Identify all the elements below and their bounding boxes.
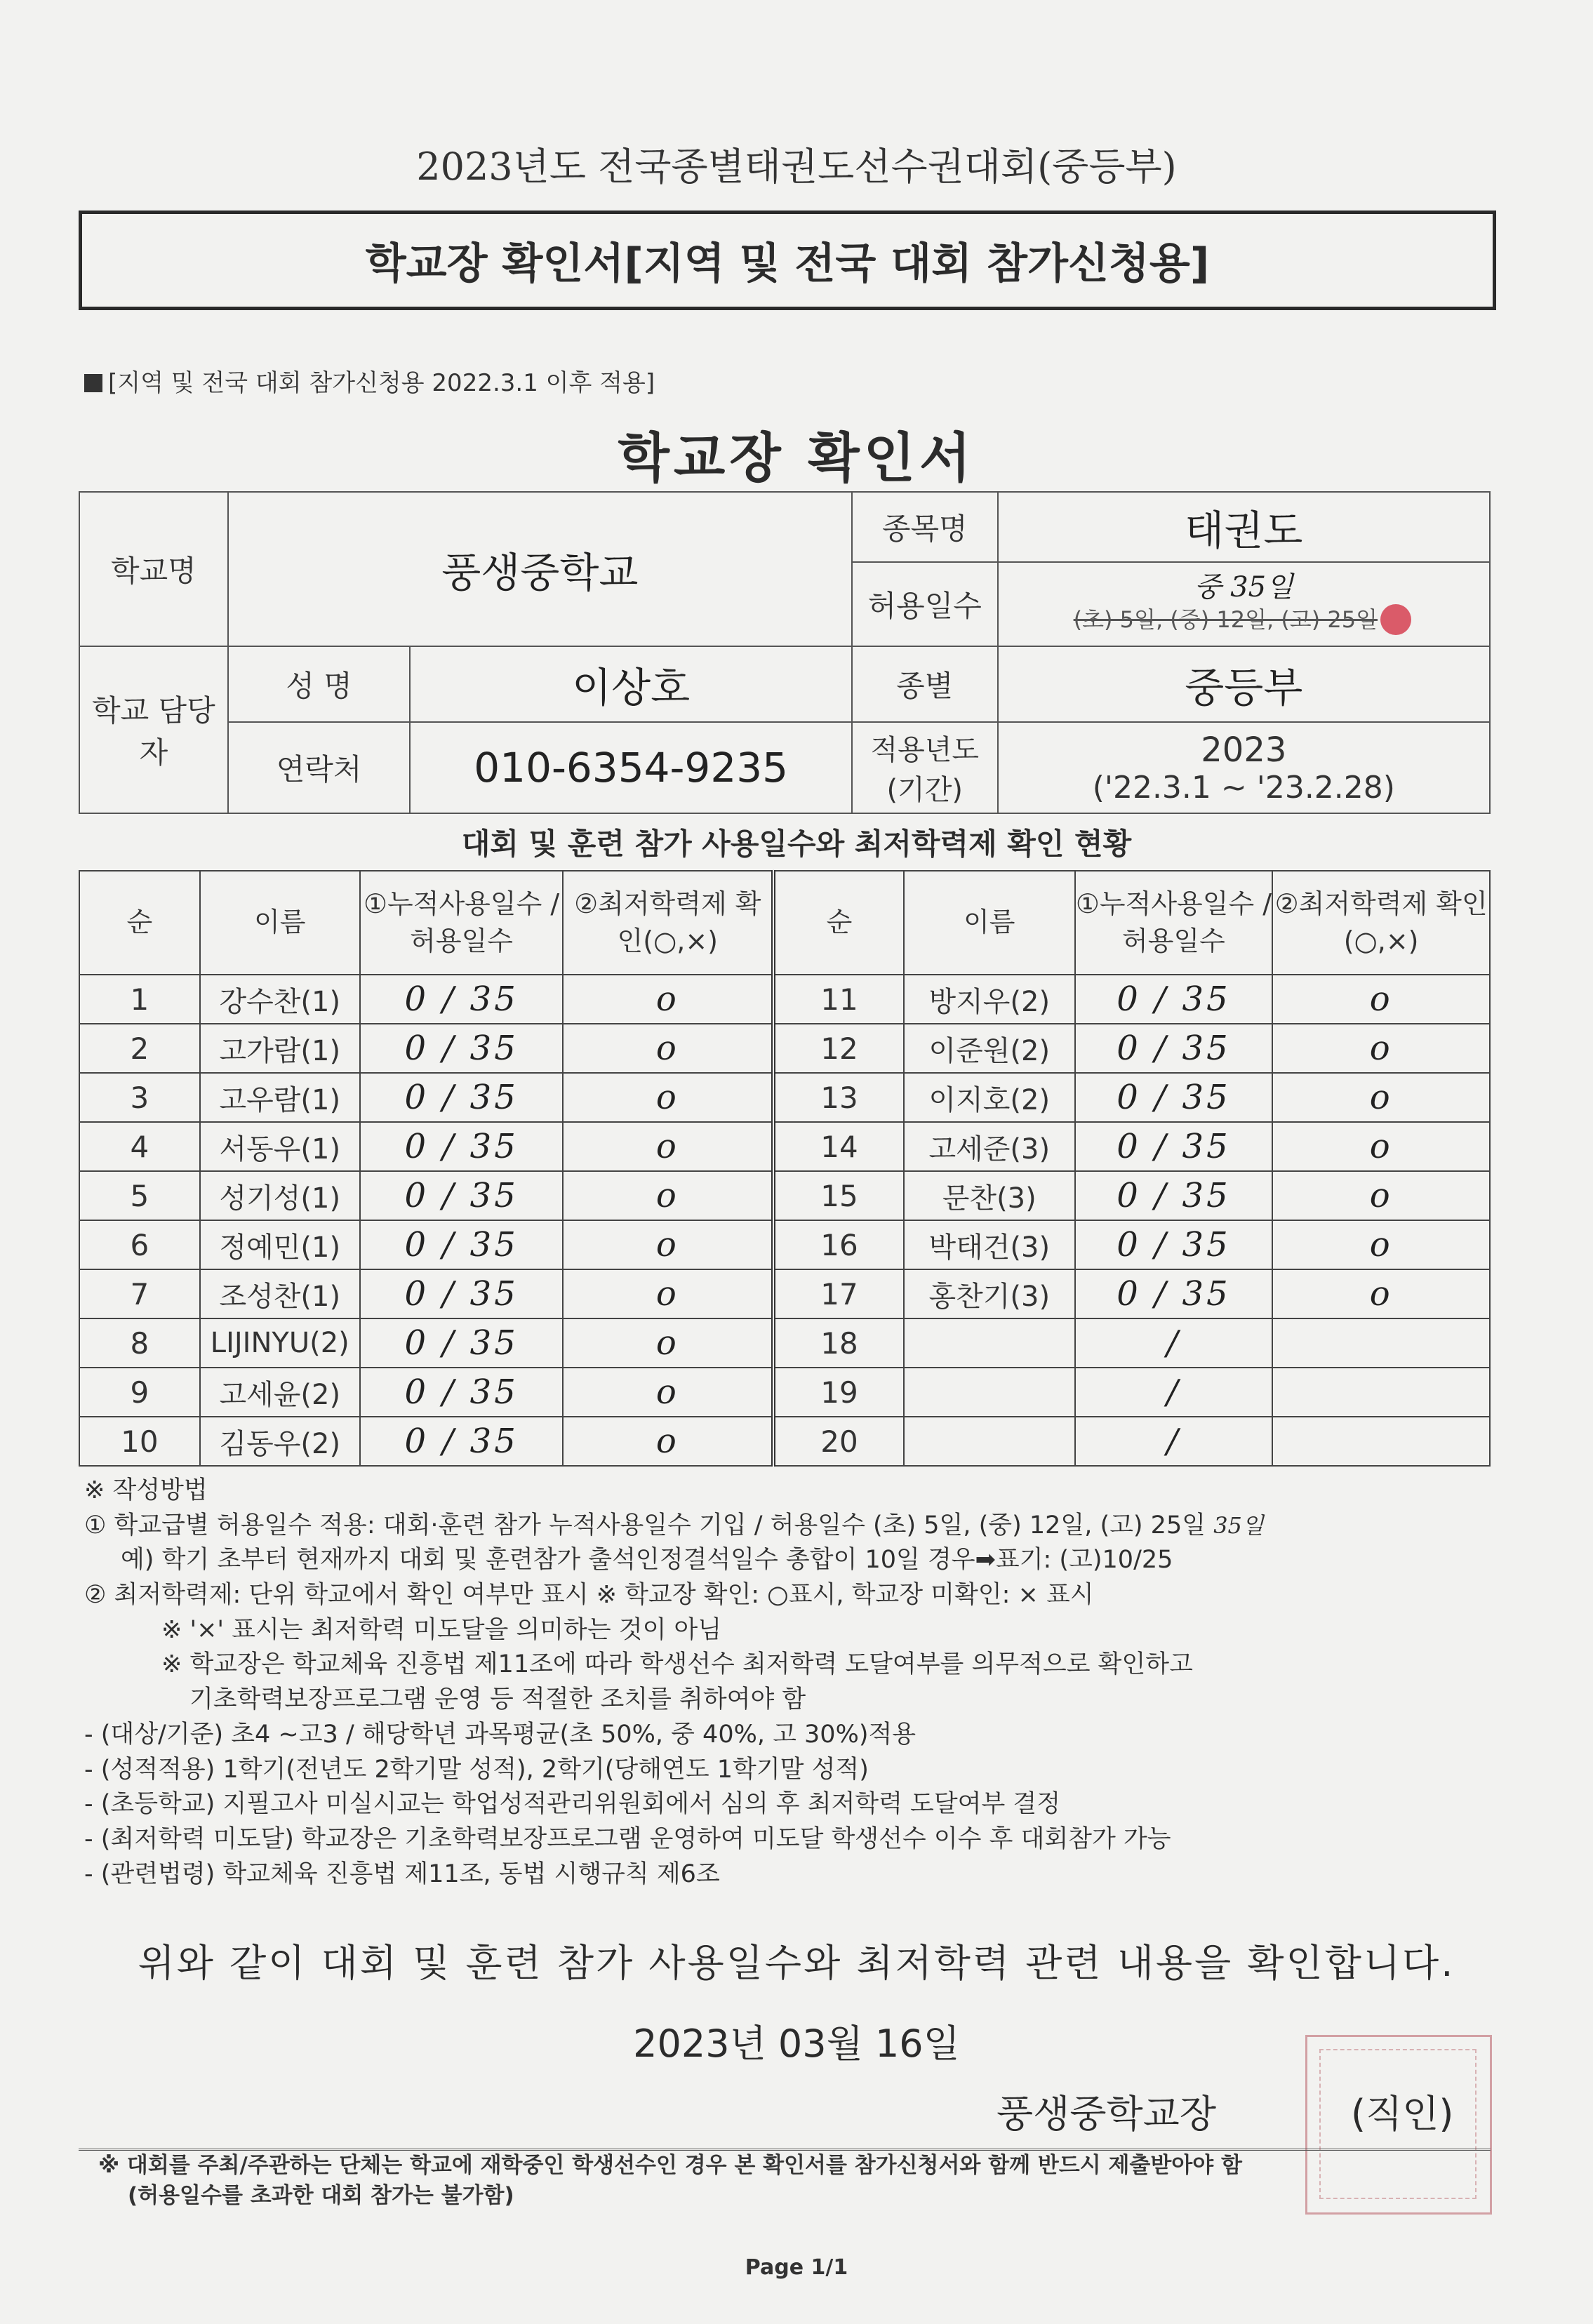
- issue-date: 2023년 03월 16일: [633, 2022, 960, 2066]
- header-no: 순: [79, 871, 200, 975]
- principal-title: 풍생중학교장: [997, 2092, 1216, 2136]
- instruction-line: ② 최저학력제: 단위 학교에서 확인 여부만 표시 ※ 학교장 확인: ○표시, 학교장 미확인: × 표시: [84, 1581, 1094, 1610]
- header-check: ②최저학력제 확인(○,×): [1272, 871, 1490, 975]
- cell-no: 10: [79, 1417, 200, 1466]
- table-row: [79, 1318, 1490, 1368]
- phone-value: 010-6354-9235: [410, 722, 851, 813]
- header-days: ①누적사용일수 /허용일수: [360, 871, 564, 975]
- cell-days: 0 / 35: [360, 1368, 564, 1417]
- cell-check: o: [563, 1417, 773, 1466]
- cell-days: 0 / 35: [1075, 1073, 1273, 1122]
- year-value: 2023: [1201, 730, 1287, 770]
- cell-no: 15: [773, 1171, 904, 1220]
- cell-name: [904, 1318, 1075, 1368]
- cell-name: 홍찬기(3): [904, 1269, 1075, 1318]
- cell-days: 0 / 35: [1075, 1220, 1273, 1269]
- table-row: [79, 1269, 1490, 1318]
- cell-days: 0 / 35: [360, 1073, 564, 1122]
- name-label: 성 명: [228, 646, 411, 722]
- cell-days: 0 / 35: [1075, 975, 1273, 1024]
- cell-check: o: [1272, 1024, 1490, 1073]
- cell-days: 0 / 35: [360, 1318, 564, 1368]
- cell-check: [1272, 1318, 1490, 1368]
- cell-no: 14: [773, 1122, 904, 1171]
- document-box-title: 학교장 확인서[지역 및 전국 대회 참가신청용]: [79, 211, 1496, 310]
- division-label: 종별: [852, 646, 998, 722]
- instruction-line: ※ '×' 표시는 최저학력 미도달을 의미하는 것이 아님: [161, 1615, 722, 1644]
- red-stamp-mark: [1380, 604, 1411, 635]
- instruction-line: ※ 학교장은 학교체육 진흥법 제11조에 따라 학생선수 최저학력 도달여부를 의무적으로 확인하고: [161, 1650, 1193, 1679]
- cell-days: /: [1075, 1318, 1273, 1368]
- cell-no: 16: [773, 1220, 904, 1269]
- cell-check: [1272, 1417, 1490, 1466]
- table-row: [79, 975, 1490, 1024]
- cell-name: LIJINYU(2): [200, 1318, 360, 1368]
- footer-note-line: (허용일수를 초과한 대회 참가는 불가함): [128, 2183, 514, 2209]
- cell-check: o: [1272, 1220, 1490, 1269]
- cell-days: 0 / 35: [360, 1269, 564, 1318]
- cell-name: 문찬(3): [904, 1171, 1075, 1220]
- cell-days: 0 / 35: [360, 1122, 564, 1171]
- table-row: [79, 1073, 1490, 1122]
- allowed-days-label: 허용일수: [852, 562, 998, 646]
- school-name: 풍생중학교: [228, 492, 852, 646]
- cell-check: o: [563, 1220, 773, 1269]
- cell-check: o: [563, 1269, 773, 1318]
- cell-check: o: [563, 1122, 773, 1171]
- cell-days: 0 / 35: [360, 1171, 564, 1220]
- cell-check: o: [1272, 1269, 1490, 1318]
- header-check: ②최저학력제 확인(○,×): [563, 871, 773, 975]
- handwritten-note: 35일: [1213, 1511, 1264, 1539]
- cell-name: 성기성(1): [200, 1171, 360, 1220]
- cell-no: 7: [79, 1269, 200, 1318]
- cell-days: 0 / 35: [1075, 1122, 1273, 1171]
- cell-days: /: [1075, 1368, 1273, 1417]
- cell-check: o: [563, 975, 773, 1024]
- instruction-line: - (성적적용) 1학기(전년도 2학기말 성적), 2학기(당해연도 1학기말 성적): [84, 1755, 869, 1784]
- cell-check: o: [563, 1171, 773, 1220]
- allowed-days-printed: (초) 5일, (중) 12일, (고) 25일: [1073, 606, 1378, 634]
- contact-label: 학교 담당자: [79, 646, 228, 813]
- instruction-line: ① 학교급별 허용일수 적용: 대회·훈련 참가 누적사용일수 기입 / 허용일수 (초) 5일, (중) 12일, (고) 25일 35일: [84, 1511, 1264, 1540]
- cell-no: 17: [773, 1269, 904, 1318]
- cell-name: 박태건(3): [904, 1220, 1075, 1269]
- cell-check: o: [1272, 975, 1490, 1024]
- table-row: [79, 1024, 1490, 1073]
- phone-label: 연락처: [228, 722, 411, 813]
- footer-note-line: ※ 대회를 주최/주관하는 단체는 학교에 재학중인 학생선수인 경우 본 확인서를 참가신청서와 함께 반드시 제출받아야 함: [98, 2153, 1242, 2178]
- cell-no: 12: [773, 1024, 904, 1073]
- cell-no: 9: [79, 1368, 200, 1417]
- cell-days: 0 / 35: [1075, 1171, 1273, 1220]
- form-title: 학교장 확인서: [618, 427, 975, 489]
- division-value: 중등부: [998, 646, 1490, 722]
- cell-check: o: [563, 1318, 773, 1368]
- event-title: 2023년도 전국종별태권도선수권대회(중등부): [416, 145, 1177, 189]
- cell-days: 0 / 35: [360, 1417, 564, 1466]
- cell-no: 19: [773, 1368, 904, 1417]
- applied-note-text: [지역 및 전국 대회 참가신청용 2022.3.1 이후 적용]: [108, 369, 655, 397]
- cell-days: 0 / 35: [1075, 1269, 1273, 1318]
- cell-name: 고세윤(2): [200, 1368, 360, 1417]
- table-row: [79, 1220, 1490, 1269]
- cell-no: 4: [79, 1122, 200, 1171]
- cell-name: 방지우(2): [904, 975, 1075, 1024]
- cell-name: 정예민(1): [200, 1220, 360, 1269]
- header-name: 이름: [200, 871, 360, 975]
- cell-name: 고가람(1): [200, 1024, 360, 1073]
- cell-name: 김동우(2): [200, 1417, 360, 1466]
- cell-no: 6: [79, 1220, 200, 1269]
- cell-check: o: [1272, 1122, 1490, 1171]
- instruction-line: 예) 학기 초부터 현재까지 대회 및 훈련참가 출석인정결석일수 총합이 10일 경우➡표기: (고)10/25: [121, 1546, 1173, 1575]
- confirm-statement: 위와 같이 대회 및 훈련 참가 사용일수와 최저학력 관련 내용을 확인합니다.: [138, 1941, 1455, 1985]
- instruction-line: - (관련법령) 학교체육 진흥법 제11조, 동법 시행규칙 제6조: [84, 1859, 720, 1888]
- sport-label: 종목명: [852, 492, 998, 562]
- cell-check: o: [563, 1073, 773, 1122]
- cell-check: o: [1272, 1073, 1490, 1122]
- cell-name: 고세준(3): [904, 1122, 1075, 1171]
- cell-no: 1: [79, 975, 200, 1024]
- header-days: ①누적사용일수 /허용일수: [1075, 871, 1273, 975]
- cell-no: 20: [773, 1417, 904, 1466]
- footer-note: [98, 2151, 1502, 2212]
- cell-no: 5: [79, 1171, 200, 1220]
- instruction-line: - (대상/기준) 초4 ~고3 / 해당학년 과목평균(초 50%, 중 40%, 고 30%)적용: [84, 1720, 917, 1749]
- instructions-heading: ※ 작성방법: [84, 1476, 208, 1504]
- header-no: 순: [773, 871, 904, 975]
- instructions: [84, 1474, 1509, 1892]
- cell-days: 0 / 35: [360, 1024, 564, 1073]
- section-title: 대회 및 훈련 참가 사용일수와 최저학력제 확인 현황: [461, 827, 1132, 861]
- cell-name: 이지호(2): [904, 1073, 1075, 1122]
- cell-check: o: [1272, 1171, 1490, 1220]
- table-row: [79, 1368, 1490, 1417]
- contact-name: 이상호: [410, 646, 851, 722]
- table-row: [79, 1122, 1490, 1171]
- table-row: [79, 1171, 1490, 1220]
- page-number: Page 1/1: [745, 2255, 848, 2280]
- cell-no: 11: [773, 975, 904, 1024]
- seal-label: (직인): [1351, 2092, 1454, 2136]
- cell-days: 0 / 35: [360, 1220, 564, 1269]
- cell-name: [904, 1417, 1075, 1466]
- cell-days: /: [1075, 1417, 1273, 1466]
- roster-table: [79, 870, 1491, 1467]
- school-info-table: [79, 491, 1491, 814]
- cell-no: 8: [79, 1318, 200, 1368]
- cell-name: 고우람(1): [200, 1073, 360, 1122]
- square-bullet-icon: [84, 374, 102, 392]
- cell-name: 이준원(2): [904, 1024, 1075, 1073]
- allowed-days-cell: [998, 562, 1490, 646]
- applied-note: [84, 363, 655, 398]
- period-value: ('22.3.1 ~ '23.2.28): [1092, 769, 1395, 806]
- header-name: 이름: [904, 871, 1075, 975]
- cell-name: 조성찬(1): [200, 1269, 360, 1318]
- cell-days: 0 / 35: [1075, 1024, 1273, 1073]
- cell-check: [1272, 1368, 1490, 1417]
- cell-no: 13: [773, 1073, 904, 1122]
- cell-name: 강수찬(1): [200, 975, 360, 1024]
- year-label: 적용년도 (기간): [852, 722, 998, 813]
- school-label: 학교명: [79, 492, 228, 646]
- cell-no: 18: [773, 1318, 904, 1368]
- table-row: [79, 1417, 1490, 1466]
- instruction-line: - (초등학교) 지필고사 미실시교는 학업성적관리위원회에서 심의 후 최저학력 도달여부 결정: [84, 1790, 1061, 1819]
- cell-name: [904, 1368, 1075, 1417]
- cell-name: 서동우(1): [200, 1122, 360, 1171]
- sport-value: 태권도: [998, 492, 1490, 562]
- year-cell: [998, 722, 1490, 813]
- cell-check: o: [563, 1368, 773, 1417]
- allowed-days-handwritten: 중 35일: [1194, 571, 1293, 604]
- cell-no: 2: [79, 1024, 200, 1073]
- instruction-line: 기초학력보장프로그램 운영 등 적절한 조치를 취하여야 함: [189, 1685, 806, 1714]
- cell-no: 3: [79, 1073, 200, 1122]
- cell-days: 0 / 35: [360, 975, 564, 1024]
- cell-check: o: [563, 1024, 773, 1073]
- instruction-line: - (최저학력 미도달) 학교장은 기초학력보장프로그램 운영하여 미도달 학생선수 이수 후 대회참가 가능: [84, 1824, 1171, 1853]
